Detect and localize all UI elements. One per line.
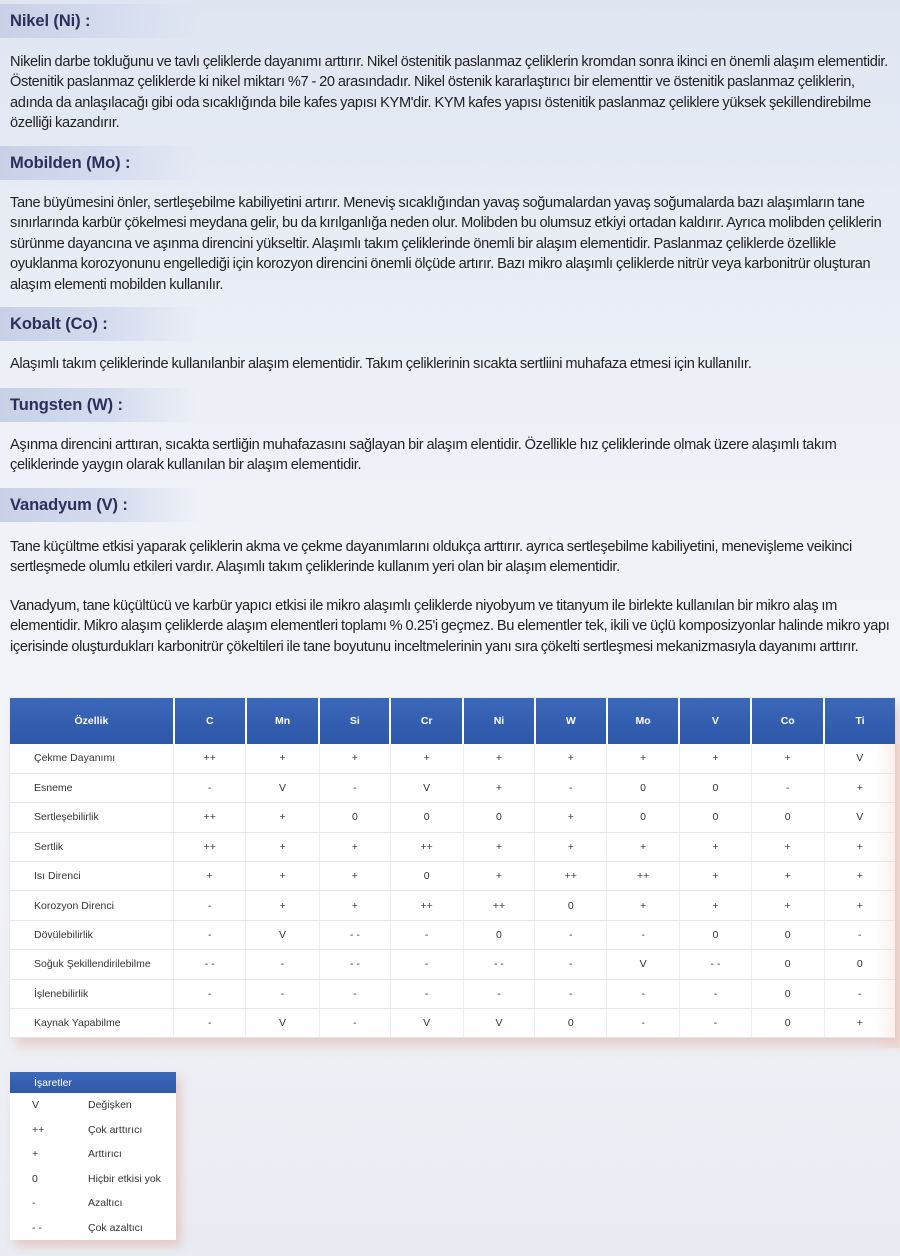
table-cell: - — [390, 920, 463, 949]
legend-item — [10, 1118, 176, 1143]
table-cell: + — [535, 832, 607, 861]
legend-title: İşaretler — [10, 1072, 176, 1093]
row-label: Dövülebilirlik — [10, 920, 174, 949]
table-cell: - — [824, 920, 895, 949]
table-cell: - - — [174, 950, 246, 979]
table-cell: - — [535, 920, 607, 949]
table-cell: + — [824, 891, 895, 920]
legend-item — [10, 1167, 176, 1192]
table-cell: 0 — [319, 803, 390, 832]
table-cell: + — [319, 891, 390, 920]
row-label: Isı Direnci — [10, 862, 174, 891]
table-cell: - — [174, 979, 246, 1008]
table-row — [10, 920, 895, 949]
table-cell: + — [679, 891, 751, 920]
legend-symbol: V — [32, 1099, 40, 1112]
table-cell: - — [751, 773, 824, 802]
table-cell: - — [679, 979, 751, 1008]
table-cell: + — [824, 773, 895, 802]
alloy-effects-table-panel — [10, 698, 895, 1038]
section-heading-nikel: Nikel (Ni) : — [0, 4, 200, 38]
table-cell: V — [390, 1009, 463, 1038]
table-cell: + — [607, 744, 680, 773]
table-cell: - — [679, 1009, 751, 1038]
legend-symbol: ++ — [32, 1123, 45, 1136]
table-row — [10, 744, 895, 773]
table-cell: ++ — [390, 891, 463, 920]
table-cell: V — [824, 744, 895, 773]
column-header-v: V — [679, 698, 751, 744]
legend-meaning: Hiçbir etkisi yok — [88, 1172, 161, 1185]
table-cell: - — [535, 950, 607, 979]
table-cell: + — [607, 832, 680, 861]
table-cell: - — [607, 979, 680, 1008]
column-header-property: Özellik — [10, 698, 174, 744]
table-cell: + — [463, 744, 535, 773]
table-cell: + — [535, 803, 607, 832]
table-cell: + — [463, 773, 535, 802]
legend-meaning: Çok azaltıcı — [88, 1221, 143, 1234]
table-cell: - — [824, 979, 895, 1008]
paragraph-vanadyum-2: Vanadyum, tane küçültücü ve karbür yapıcı etkisi ile mikro alaşımlı çeliklerde niyobyum ve titanyum ile birlekte kullanılan bir mikro alaş ım elementidir. Mikro alaşım çeliklerde alaşım elementleri toplamı % 0.25'i geçmez. Bu elementler tek, ikili ve üçlü komposizyonlar halinde mikro yapı içerisinde oluşturdukları karbonitrür çökeltileri ile tane boyutunu inceltmelerinin yanı sıra çökelti sertleşmesi mekanizmasıyla dayanımı arttırır. — [10, 598, 890, 655]
table-cell: + — [174, 862, 246, 891]
row-label: İşlenebilirlik — [10, 979, 174, 1008]
table-cell: - — [246, 950, 320, 979]
legend-symbol: 0 — [32, 1172, 38, 1185]
row-label: Sertlik — [10, 832, 174, 861]
table-cell: 0 — [535, 891, 607, 920]
table-cell: 0 — [679, 773, 751, 802]
table-cell: ++ — [174, 744, 246, 773]
table-cell: 0 — [535, 1009, 607, 1038]
table-cell: V — [824, 803, 895, 832]
table-cell: V — [246, 920, 320, 949]
column-header-mn: Mn — [246, 698, 320, 744]
legend-item — [10, 1142, 176, 1167]
table-cell: 0 — [751, 1009, 824, 1038]
column-header-ti: Ti — [824, 698, 895, 744]
table-cell: - — [174, 891, 246, 920]
table-cell: + — [390, 744, 463, 773]
table-cell: 0 — [607, 803, 680, 832]
table-cell: - — [319, 1009, 390, 1038]
table-cell: ++ — [390, 832, 463, 861]
table-cell: - — [390, 979, 463, 1008]
table-cell: + — [751, 891, 824, 920]
table-cell: 0 — [824, 950, 895, 979]
legend-symbol: - — [32, 1197, 36, 1210]
table-cell: + — [679, 862, 751, 891]
column-header-cr: Cr — [390, 698, 463, 744]
table-cell: + — [751, 744, 824, 773]
table-cell: + — [535, 744, 607, 773]
legend-symbol: + — [32, 1148, 39, 1161]
table-cell: V — [607, 950, 680, 979]
table-cell: - — [463, 979, 535, 1008]
table-cell: 0 — [751, 979, 824, 1008]
table-cell: V — [390, 773, 463, 802]
table-cell: 0 — [390, 862, 463, 891]
table-cell: 0 — [679, 920, 751, 949]
table-row — [10, 891, 895, 920]
section-heading-kobalt: Kobalt (Co) : — [0, 307, 200, 341]
table-cell: 0 — [463, 920, 535, 949]
table-row — [10, 979, 895, 1008]
legend-meaning: Arttırıcı — [88, 1148, 122, 1161]
row-label: Kaynak Yapabilme — [10, 1009, 174, 1038]
table-cell: 0 — [463, 803, 535, 832]
row-label: Soğuk Şekillendirilebilme — [10, 950, 174, 979]
table-body — [10, 744, 895, 1038]
table-cell: + — [824, 832, 895, 861]
column-header-w: W — [535, 698, 607, 744]
table-cell: + — [824, 862, 895, 891]
legend-meaning: Çok arttırıcı — [88, 1123, 143, 1136]
row-label: Esneme — [10, 773, 174, 802]
column-header-co: Co — [751, 698, 824, 744]
table-cell: ++ — [174, 803, 246, 832]
table-cell: - - — [319, 950, 390, 979]
table-cell: + — [246, 862, 320, 891]
table-cell: 0 — [607, 773, 680, 802]
section-heading-vanadyum: Vanadyum (V) : — [0, 488, 200, 522]
table-cell: + — [246, 832, 320, 861]
table-cell: - — [174, 773, 246, 802]
table-cell: - — [319, 773, 390, 802]
table-cell: - — [174, 920, 246, 949]
table-cell: 0 — [751, 920, 824, 949]
paragraph-kobalt: Alaşımlı takım çeliklerinde kullanılanbir alaşım elementidir. Takım çeliklerinin sıcakta sertliini muhafaza etmesi için kullanılır. — [10, 356, 752, 372]
table-cell: - — [535, 773, 607, 802]
section-heading-tungsten: Tungsten (W) : — [0, 388, 200, 422]
row-label: Sertleşebilirlik — [10, 803, 174, 832]
table-row — [10, 803, 895, 832]
table-cell: + — [246, 744, 320, 773]
section-heading-mobilden: Mobilden (Mo) : — [0, 146, 200, 180]
table-cell: + — [463, 862, 535, 891]
table-cell: 0 — [751, 803, 824, 832]
table-cell: + — [679, 832, 751, 861]
column-header-mo: Mo — [607, 698, 680, 744]
paragraph-nikel: Nikelin darbe tokluğunu ve tavlı çeliklerde dayanımı arttırır. Nikel östenitik paslanmaz çeliklerin kromdan sonra ikinci en önemli alaşım elementidir. Östenitik paslanmaz çeliklerde ki nikel miktarı %7 - 20 arasındadır. Nikel östenik kararlaştırıcı bir elementtir ve östenitik paslanmaz çeliklerin, adında da anlaşılacağı gibi oda sıcaklığında bile kafes yapısı KYM'dir. KYM kafes yapısı östenitik paslanmaz çeliklere yüksek şekillendirebilme özelliği kazandırır. — [10, 54, 888, 132]
table-cell: - — [319, 979, 390, 1008]
table-cell: - - — [679, 950, 751, 979]
legend-item — [10, 1093, 176, 1118]
column-header-c: C — [174, 698, 246, 744]
paragraph-tungsten: Aşınma direncini arttıran, sıcakta sertliğin muhafazasını sağlayan bir alaşım elentidir. Özellikle hız çeliklerinde olmak üzere alaşımlı takım çeliklerinde yaygın olarak kullanılan bir alaşım elementidir. — [10, 437, 837, 474]
table-cell: V — [246, 773, 320, 802]
table-cell: 0 — [751, 950, 824, 979]
table-row — [10, 1009, 895, 1038]
table-cell: V — [463, 1009, 535, 1038]
symbols-legend — [10, 1072, 176, 1240]
legend-item — [10, 1191, 176, 1216]
table-cell: + — [319, 744, 390, 773]
table-cell: ++ — [535, 862, 607, 891]
legend-symbol: - - — [32, 1221, 42, 1234]
table-row — [10, 773, 895, 802]
table-row — [10, 950, 895, 979]
table-cell: - — [390, 950, 463, 979]
table-cell: + — [751, 832, 824, 861]
table-cell: ++ — [174, 832, 246, 861]
table-cell: + — [463, 832, 535, 861]
table-cell: 0 — [390, 803, 463, 832]
table-cell: + — [679, 744, 751, 773]
alloy-effects-table — [10, 698, 895, 1038]
table-cell: + — [751, 862, 824, 891]
table-cell: ++ — [607, 862, 680, 891]
table-cell: + — [824, 1009, 895, 1038]
table-cell: + — [607, 891, 680, 920]
paragraph-vanadyum-1: Tane küçültme etkisi yaparak çeliklerin akma ve çekme dayanımlarını oldukça arttırır. ayrıca sertleşebilme kabiliyetini, menevişleme veikinci sertleşmede olumlu etkileri vardır. Alaşımlı takım çeliklerinde kullanım yeri olan bir alaşım elementidir. — [10, 539, 852, 576]
table-cell: - — [535, 979, 607, 1008]
column-header-ni: Ni — [463, 698, 535, 744]
table-cell: - — [246, 979, 320, 1008]
table-cell: ++ — [463, 891, 535, 920]
table-cell: - - — [463, 950, 535, 979]
table-cell: + — [246, 803, 320, 832]
row-label: Korozyon Direnci — [10, 891, 174, 920]
row-label: Çekme Dayanımı — [10, 744, 174, 773]
table-cell: - - — [319, 920, 390, 949]
legend-meaning: Azaltıcı — [88, 1197, 123, 1210]
table-header-row — [10, 698, 895, 744]
table-cell: V — [246, 1009, 320, 1038]
legend-body — [10, 1093, 176, 1240]
paragraph-mobilden: Tane büyümesini önler, sertleşebilme kabiliyetini artırır. Meneviş sıcaklığından yavaş soğumalardan yavaş soğumalarda bazı alaşımların tane sınırlarında karbür çökelmesi meydana gelir, bu da kırılganlığa neden olur. Molibden bu olumsuz etkiyi ortadan kaldırır. Ayrıca molibden çeliklerin sürünme dayancına ve aşınma direncini yükseltir. Alaşımlı takım çeliklerinde önemli bir alaşım elementidir. Paslanmaz çeliklerde özellikle oyuklanma korozyonunu engellediği için korozyon direncini önemli ölçüde artırır. Bazı mikro alaşımlı çeliklerde nitrür veya karbonitrür oluşturan alaşım elementi mobilden kullanılır. — [10, 195, 882, 293]
legend-meaning: Değişken — [88, 1099, 132, 1112]
table-cell: - — [174, 1009, 246, 1038]
table-cell: - — [607, 1009, 680, 1038]
legend-item — [10, 1216, 176, 1241]
table-cell: + — [246, 891, 320, 920]
table-row — [10, 832, 895, 861]
table-cell: 0 — [679, 803, 751, 832]
table-cell: + — [319, 832, 390, 861]
column-header-si: Si — [319, 698, 390, 744]
table-cell: - — [607, 920, 680, 949]
table-cell: + — [319, 862, 390, 891]
table-row — [10, 862, 895, 891]
